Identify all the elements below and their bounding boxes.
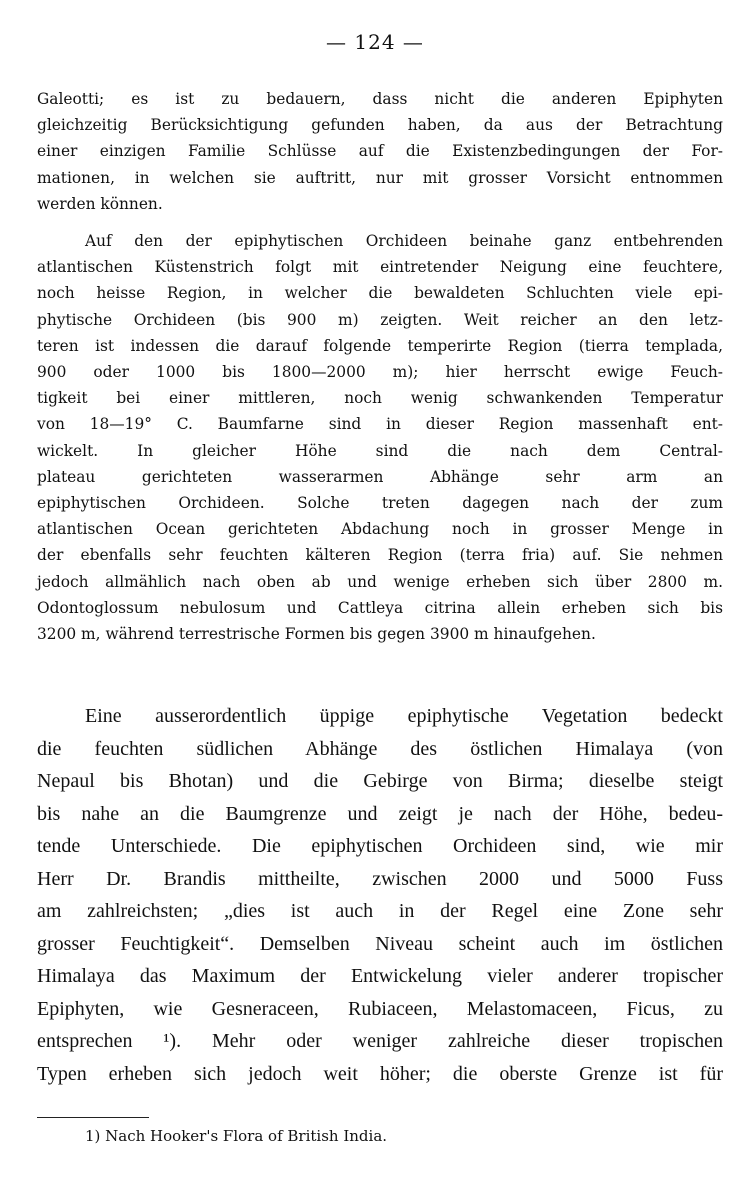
text-line: teren ist indessen die darauf folgende temperirte Region (tierra templada, bbox=[37, 336, 723, 355]
paragraph-galeotti bbox=[37, 86, 723, 217]
text-line: plateau gerichteten wasserarmen Abhänge sehr arm an bbox=[37, 467, 723, 486]
page-number: — 124 — bbox=[326, 30, 424, 54]
text-line: mationen, in welchen sie auftritt, nur mit grosser Vorsicht entnommen bbox=[37, 168, 723, 187]
text-line: atlantischen Küstenstrich folgt mit eintretender Neigung eine feuchtere, bbox=[37, 258, 723, 277]
text-line: einer einzigen Familie Schlüsse auf die Existenzbedingungen der For- bbox=[37, 142, 723, 161]
text-line: Odontoglossum nebulosum und Cattleya citrina allein erheben sich bis bbox=[37, 598, 723, 617]
text-line: bis nahe an die Baumgrenze und zeigt je nach der Höhe, bedeu- bbox=[37, 802, 723, 825]
text-line: gleichzeitig Berücksichtigung gefunden haben, da aus der Betrachtung bbox=[37, 116, 723, 135]
text-line: am zahlreichsten; „dies ist auch in der Regel eine Zone sehr bbox=[37, 900, 723, 922]
text-line: 900 oder 1000 bis 1800—2000 m); hier herrscht ewige Feuch- bbox=[37, 363, 723, 382]
text-line: grosser Feuchtigkeit“. Demselben Niveau scheint auch im östlichen bbox=[37, 932, 723, 955]
text-line: epiphytischen Orchideen. Solche treten dagegen nach der zum bbox=[37, 494, 723, 513]
text-line: Nepaul bis Bhotan) und die Gebirge von Birma; dieselbe steigt bbox=[37, 770, 723, 792]
text-line: werden können. bbox=[37, 194, 163, 213]
text-line: von 18—19° C. Baumfarne sind in dieser Region massenhaft ent- bbox=[37, 415, 723, 434]
text-line: Typen erheben sich jedoch weit höher; die oberste Grenze ist für bbox=[37, 1062, 723, 1085]
text-line: tende Unterschiede. Die epiphytischen Orchideen sind, wie mir bbox=[37, 835, 723, 857]
text-line: wickelt. In gleicher Höhe sind die nach dem Central- bbox=[37, 441, 723, 460]
text-line: die feuchten südlichen Abhänge des östlichen Himalaya (von bbox=[37, 737, 723, 760]
paragraph-orchideen-regionen bbox=[37, 228, 723, 647]
footnote-divider bbox=[37, 1117, 149, 1118]
text-line: Epiphyten, wie Gesneraceen, Rubiaceen, Melastomaceen, Ficus, zu bbox=[37, 997, 723, 1020]
text-line: Auf den der epiphytischen Orchideen beinahe ganz entbehrenden bbox=[85, 232, 723, 250]
footnote: 1) Nach Hooker's Flora of British India. bbox=[85, 1127, 388, 1145]
text-line: phytische Orchideen (bis 900 m) zeigten. Weit reicher an den letz- bbox=[37, 310, 723, 329]
text-line: Himalaya das Maximum der Entwickelung vieler anderer tropischer bbox=[37, 965, 723, 987]
text-line: Herr Dr. Brandis mittheilte, zwischen 2000 und 5000 Fuss bbox=[37, 867, 723, 890]
text-line: noch heisse Region, in welcher die bewaldeten Schluchten viele epi- bbox=[37, 284, 723, 303]
paragraph-himalaya bbox=[37, 700, 723, 1090]
text-line: der ebenfalls sehr feuchten kälteren Region (terra fria) auf. Sie nehmen bbox=[37, 546, 723, 565]
text-line: entsprechen ¹). Mehr oder weniger zahlreiche dieser tropischen bbox=[37, 1030, 723, 1052]
text-line: atlantischen Ocean gerichteten Abdachung noch in grosser Menge in bbox=[37, 520, 723, 539]
text-line: 3200 m, während terrestrische Formen bis gegen 3900 m hinaufgehen. bbox=[37, 625, 596, 644]
text-line: jedoch allmählich nach oben ab und wenige erheben sich über 2800 m. bbox=[37, 572, 723, 591]
text-line: Eine ausserordentlich üppige epiphytische Vegetation bedeckt bbox=[85, 705, 723, 727]
text-line: tigkeit bei einer mittleren, noch wenig schwankenden Temperatur bbox=[37, 389, 723, 408]
text-line: Galeotti; es ist zu bedauern, dass nicht die anderen Epiphyten bbox=[37, 90, 723, 108]
